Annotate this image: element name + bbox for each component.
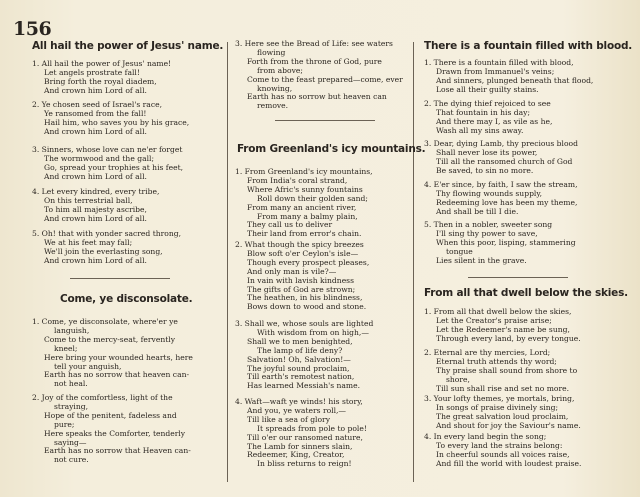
verse-line: Lies silent in the grave. (436, 255, 527, 265)
verse-line: Thy flowing wounds supply, (436, 188, 543, 198)
verse-line: Here speaks the Comforter, tenderly (44, 428, 186, 438)
verse-line: In vain with lavish kindness (247, 275, 354, 285)
verse-line: Hail him, who saves you by his grace, (44, 117, 190, 127)
verse-line: 3. Shall we, whose souls are lighted (235, 319, 374, 328)
verse-line: Till all the ransomed church of God (436, 156, 573, 166)
verse-line: Go, spread your trophies at his feet, (44, 162, 184, 172)
verse (424, 221, 576, 266)
verse-line: Has learned Messiah's name. (247, 381, 361, 391)
verse (424, 140, 578, 176)
verse-line: The gifts of God are strown; (247, 284, 356, 294)
verse-line: Through every land, by every tongue. (436, 333, 581, 343)
verse-line: 5. Then in a nobler, sweeter song (424, 220, 553, 229)
verse-line: Come to the feast prepared—come, ever (247, 74, 403, 84)
verse-line: Till earth's remotest nation, (247, 372, 355, 382)
verse-line: And crown him Lord of all. (44, 126, 147, 136)
verse-line: Though every prospect pleases, (247, 257, 370, 267)
verse-line: And sinners, plunged beneath that flood, (436, 75, 594, 85)
verse (32, 318, 193, 389)
verse-line: On this terrestrial ball, (44, 195, 133, 205)
verse-line: And crown him Lord of all. (44, 171, 147, 181)
verse (424, 308, 581, 344)
verse-line: With wisdom from on high,— (257, 327, 369, 337)
verse-line: Eternal truth attends thy word; (436, 356, 557, 366)
verse-line: Here bring your wounded hearts, here (44, 352, 193, 362)
hymn-title: There is a fountain filled with blood. (424, 40, 633, 52)
verse-line: To every land the strains belong: (436, 440, 563, 450)
verse-line: Let angels prostrate fall! (44, 67, 140, 77)
verse-line: Their land from error's chain. (247, 229, 362, 239)
verse-line: To him all majesty ascribe, (44, 204, 147, 214)
verse-line: 4. In every land begin the song; (424, 432, 547, 441)
verse-line: The Lamb for sinners slain, (247, 441, 353, 451)
verse-line: They call us to deliver (247, 220, 333, 230)
verse-line: not heal. (54, 379, 88, 389)
verse-line: Shall never lose its power, (436, 147, 538, 157)
verse-line: saying— (54, 437, 87, 447)
verse-line: 1. All hail the power of Jesus' name! (32, 59, 172, 68)
verse (424, 181, 578, 217)
verse-line: Salvation! Oh, Salvation!— (247, 354, 351, 364)
verse-line: 4. Waft—waft ye winds! his story, (235, 397, 363, 406)
verse-line: Earth has no sorrow that Heaven can- (44, 446, 191, 456)
verse-line: 5. Oh! that with yonder sacred throng, (32, 229, 181, 238)
hymn-title: From Greenland's icy mountains. (237, 143, 426, 155)
verse-line: The wormwood and the gall; (44, 153, 155, 163)
verse-line: knowing, (257, 83, 293, 93)
verse-line: And crown him Lord of all. (44, 255, 147, 265)
verse-line: 3. Your lofty themes, ye mortals, bring, (424, 394, 575, 403)
verse-line: tell your anguish, (54, 361, 122, 371)
verse-line: Redeemer, King, Creator, (247, 450, 345, 460)
verse-line: flowing (257, 47, 286, 57)
verse-line: And fill the world with loudest praise. (436, 458, 582, 468)
verse-line: That fountain in his day; (436, 107, 531, 117)
section-divider (70, 278, 170, 279)
verse-line: 3. Here see the Bread of Life: see waters (235, 39, 393, 48)
column-rule-right (413, 42, 414, 482)
verse-line: not cure. (54, 455, 89, 465)
verse-line: I'll sing thy power to save, (436, 228, 538, 238)
verse-line: The lamp of life deny? (257, 345, 343, 355)
verse-line: Lose all their guilty stains. (436, 84, 539, 94)
verse (32, 101, 189, 137)
verse-line: 1. There is a fountain filled with blood, (424, 58, 574, 67)
hymn-title: Come, ye disconsolate. (60, 293, 193, 305)
verse-line: Hope of the penitent, fadeless and (44, 410, 177, 420)
verse-line: kneel; (54, 343, 78, 353)
verse-line: Wash all my sins away. (436, 125, 524, 135)
verse (235, 241, 369, 312)
verse-line: The great salvation loud proclaim, (436, 411, 569, 421)
verse-line: 4. Let every kindred, every tribe, (32, 187, 160, 196)
verse-line: Till o'er our ransomed nature, (247, 432, 363, 442)
verse (32, 146, 183, 182)
verse-line: 4. E'er since, by faith, I saw the stream, (424, 180, 578, 189)
verse-line: Forth from the throne of God, pure (247, 56, 382, 66)
verse-line: pure; (54, 419, 75, 429)
verse-line: We'll join the everlasting song, (44, 246, 163, 256)
verse-line: Roll down their golden sand; (257, 193, 368, 203)
verse-line: 1. From Greenland's icy mountains, (235, 167, 373, 176)
column-rule-left (227, 42, 228, 482)
verse-line: Redeeming love has been my theme, (436, 197, 578, 207)
verse-line: And you, ye waters roll,— (247, 405, 347, 415)
verse-line: Shall we to men benighted, (247, 336, 353, 346)
verse-line: straying, (54, 401, 88, 411)
section-divider (275, 120, 375, 121)
verse-line: Earth has no sorrow but heaven can (247, 92, 387, 102)
verse-line: 2. The dying thief rejoiced to see (424, 99, 551, 108)
verse-line: Till like a sea of glory (247, 414, 330, 424)
verse-line: Ye ransomed from the fall! (44, 108, 147, 118)
verse (32, 60, 171, 96)
verse (235, 398, 367, 469)
verse (235, 320, 373, 391)
hymn-title: From all that dwell below the skies. (424, 287, 628, 299)
verse-line: And crown him Lord of all. (44, 213, 147, 223)
verse-line: From many a balmy plain, (257, 211, 358, 221)
verse-line: In bliss returns to reign! (257, 459, 352, 469)
verse-line: 2. Ye chosen seed of Israel's race, (32, 100, 162, 109)
verse-line: Blow soft o'er Ceylon's isle— (247, 248, 359, 258)
verse-line: Let the Creator's praise arise; (436, 315, 552, 325)
hymn-title: All hail the power of Jesus' name. (32, 40, 224, 52)
verse (32, 188, 159, 224)
verse-line: Drawn from Immanuel's veins; (436, 66, 555, 76)
verse-line: languish, (54, 325, 90, 335)
verse-line: And there may I, as vile as he, (436, 116, 553, 126)
verse-line: From India's coral strand, (247, 175, 348, 185)
verse (235, 168, 373, 239)
verse-line: In cheerful sounds all voices raise, (436, 449, 570, 459)
verse-line: Thy praise shall sound from shore to (436, 365, 578, 375)
verse-line: Where Afric's sunny fountains (247, 184, 363, 194)
verse-line: The joyful sound proclaim, (247, 363, 350, 373)
verse (235, 40, 403, 111)
verse-line: When this poor, lisping, stammering (436, 237, 576, 247)
page-number: 156 (13, 18, 52, 40)
section-divider (468, 277, 568, 278)
verse-line: 2. What though the spicy breezes (235, 240, 364, 249)
verse-line: 3. Dear, dying Lamb, thy precious blood (424, 139, 578, 148)
verse-line: It spreads from pole to pole! (257, 423, 367, 433)
verse (424, 100, 552, 136)
verse (32, 394, 191, 465)
verse-line: And shout for joy the Saviour's name. (436, 420, 581, 430)
verse (424, 433, 581, 469)
verse-line: Let the Redeemer's name be sung, (436, 324, 570, 334)
verse (424, 349, 577, 394)
verse-line: Earth has no sorrow that heaven can- (44, 370, 190, 380)
verse-line: Till sun shall rise and set no more. (436, 383, 570, 393)
verse-line: From many an ancient river, (247, 202, 357, 212)
verse-line: The heathen, in his blindness, (247, 293, 363, 303)
verse (32, 230, 181, 266)
verse-line: And only man is vile?— (247, 266, 337, 276)
verse-line: And crown him Lord of all. (44, 85, 147, 95)
verse-line: Bring forth the royal diadem, (44, 76, 157, 86)
verse-line: 2. Joy of the comfortless, light of the (32, 393, 173, 402)
verse-line: Bows down to wood and stone. (247, 302, 367, 312)
verse-line: 1. Come, ye disconsolate, where'er ye (32, 317, 178, 326)
verse-line: 1. From all that dwell below the skies, (424, 307, 572, 316)
verse-line: And shall be till I die. (436, 206, 519, 216)
verse-line: remove. (257, 101, 289, 111)
verse-line: from above; (257, 65, 303, 75)
verse-line: Come to the mercy-seat, fervently (44, 334, 175, 344)
verse-line: In songs of praise divinely sing; (436, 402, 559, 412)
verse-line: tongue (446, 246, 473, 256)
verse-line: We at his feet may fall; (44, 237, 133, 247)
verse-line: Be saved, to sin no more. (436, 165, 534, 175)
verse (424, 395, 581, 431)
verse-line: 2. Eternal are thy mercies, Lord; (424, 348, 551, 357)
verse-line: 3. Sinners, whose love can ne'er forget (32, 145, 183, 154)
verse-line: shore, (446, 374, 470, 384)
verse (424, 59, 593, 95)
